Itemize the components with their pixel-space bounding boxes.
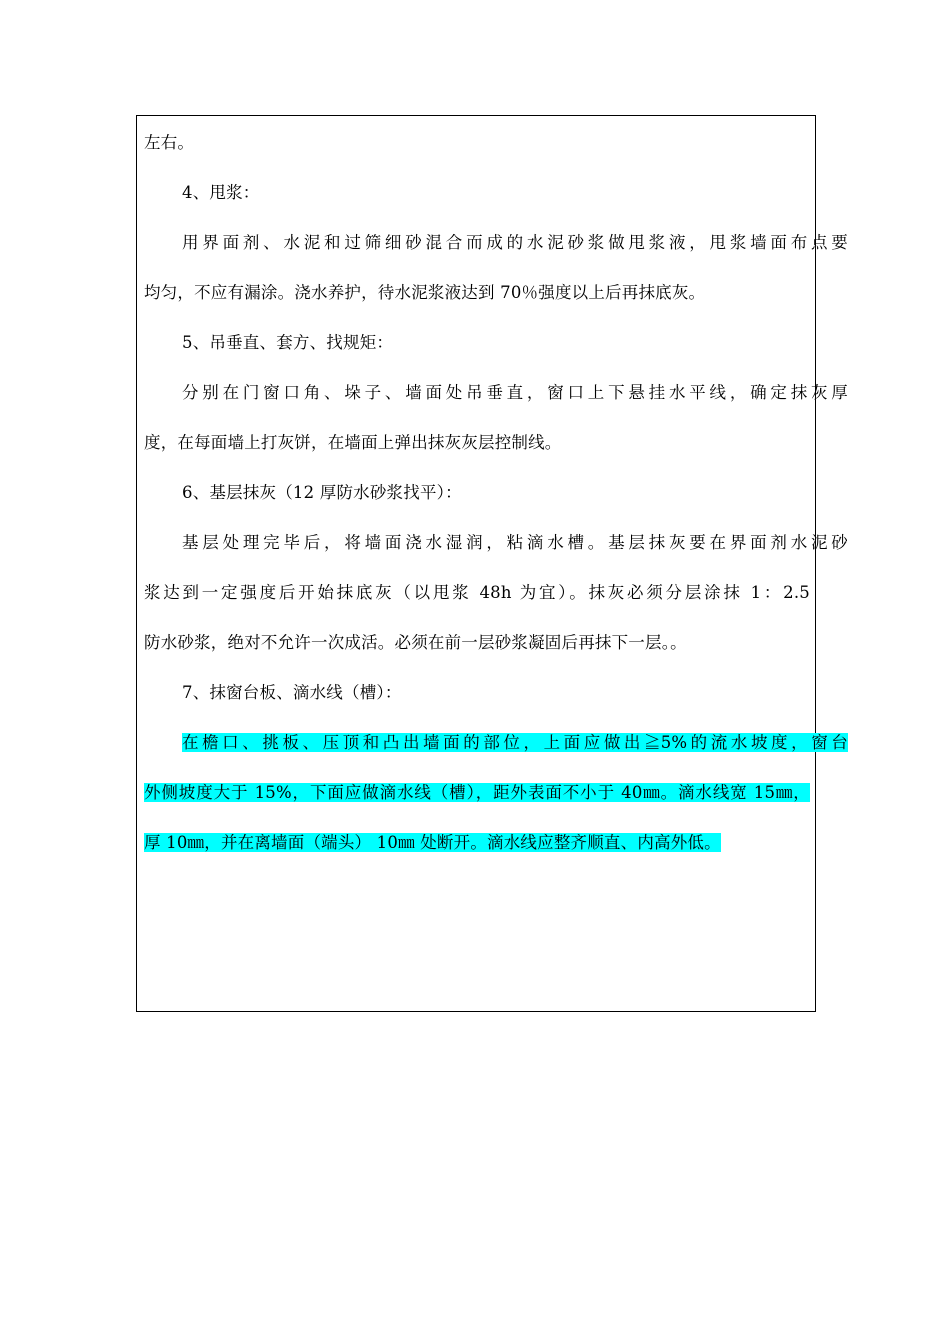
section-heading-7: 7、抹窗台板、滴水线（槽）： [182, 683, 402, 702]
text-line: 左右。 [144, 133, 195, 152]
content-table-cell [136, 115, 848, 1012]
paragraph-line: 用界面剂、水泥和过筛细砂混合而成的水泥砂浆做甩浆液，甩浆墙面布点要 [182, 233, 848, 252]
highlighted-text: 外侧坡度大于 15%，下面应做滴水线（槽），距外表面不小于 40㎜。滴水线宽 15㎜， [144, 783, 810, 802]
paragraph-line: 分别在门窗口角、垛子、墙面处吊垂直，窗口上下悬挂水平线，确定抹灰厚 [182, 383, 848, 402]
highlighted-text: 厚 10㎜，并在离墙面（端头） 10㎜ 处断开。滴水线应整齐顺直、内高外低。 [144, 833, 721, 852]
highlighted-line-wrapper [144, 782, 810, 804]
section-heading-5: 5、吊垂直、套方、找规矩： [182, 333, 394, 352]
section-heading-6: 6、基层抹灰（12 厚防水砂浆找平）： [182, 483, 462, 502]
highlighted-text: 在檐口、挑板、压顶和凸出墙面的部位，上面应做出≧5%的流水坡度，窗台 [182, 733, 848, 752]
paragraph-line: 防水砂浆，绝对不允许一次成活。必须在前一层砂浆凝固后再抹下一层。。 [144, 633, 687, 652]
paragraph-line: 浆达到一定强度后开始抹底灰（以甩浆 48h 为宜）。抹灰必须分层涂抹 1：2.5 [144, 583, 810, 602]
paragraph-line: 度，在每面墙上打灰饼，在墙面上弹出抹灰灰层控制线。 [144, 433, 562, 452]
section-heading-4: 4、甩浆： [182, 183, 260, 202]
highlighted-line-wrapper [144, 732, 848, 754]
paragraph-line: 均匀，不应有漏涂。浇水养护，待水泥浆液达到 70％强度以上后再抹底灰。 [144, 283, 706, 302]
highlighted-line-wrapper [144, 832, 810, 854]
paragraph-line: 基层处理完毕后，将墙面浇水湿润，粘滴水槽。基层抹灰要在界面剂水泥砂 [182, 533, 848, 552]
